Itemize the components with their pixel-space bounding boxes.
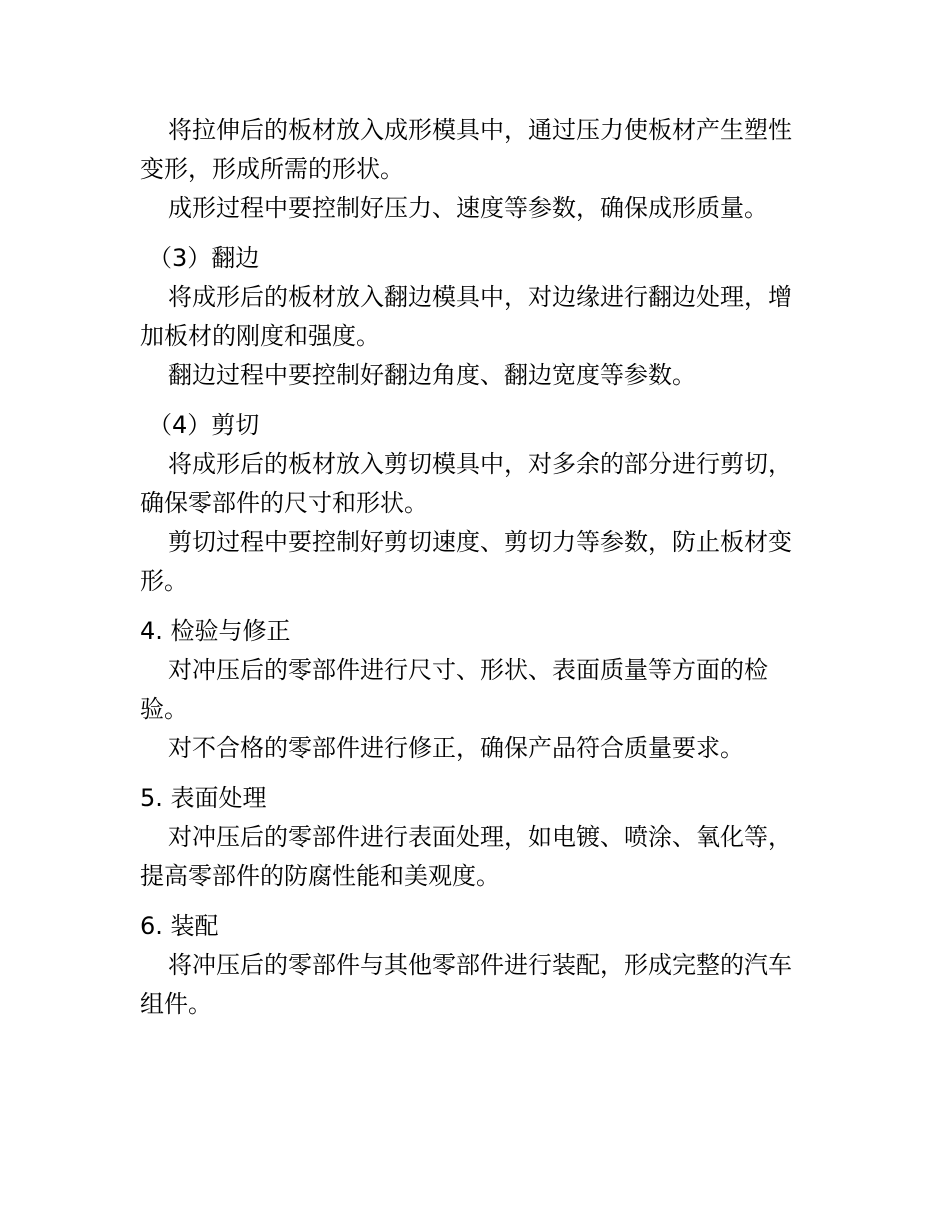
heading-assembly: 6. 装配 — [140, 912, 219, 940]
paragraph-forming-desc: 将拉伸后的板材放入成形模具中，通过压力使板材产生塑性变形，形成所需的形状。 — [140, 116, 792, 183]
paragraph-surface-treatment: 对冲压后的零部件进行表面处理，如电镀、喷涂、氧化等，提高零部件的防腐性能和美观度。 — [140, 823, 792, 890]
paragraph-inspection-desc: 对冲压后的零部件进行尺寸、形状、表面质量等方面的检验。 — [140, 656, 768, 723]
document-body — [140, 111, 805, 1024]
paragraph-shearing-desc: 将成形后的板材放入剪切模具中，对多余的部分进行剪切，确保零部件的尺寸和形状。 — [140, 450, 792, 517]
paragraph-forming-control: 成形过程中要控制好压力、速度等参数，确保成形质量。 — [168, 194, 768, 222]
paragraph-assembly: 将冲压后的零部件与其他零部件进行装配，形成完整的汽车组件。 — [140, 951, 792, 1018]
subheading-shearing: （4）剪切 — [148, 411, 260, 439]
heading-surface-treatment: 5. 表面处理 — [140, 784, 267, 812]
subheading-flanging: （3）翻边 — [148, 244, 260, 272]
paragraph-shearing-control: 剪切过程中要控制好剪切速度、剪切力等参数，防止板材变形。 — [140, 528, 792, 595]
paragraph-flanging-control: 翻边过程中要控制好翻边角度、翻边宽度等参数。 — [168, 361, 696, 389]
paragraph-flanging-desc: 将成形后的板材放入翻边模具中，对边缘进行翻边处理，增加板材的刚度和强度。 — [140, 283, 792, 350]
paragraph-inspection-fix: 对不合格的零部件进行修正，确保产品符合质量要求。 — [168, 734, 744, 762]
heading-inspection: 4. 检验与修正 — [140, 617, 291, 645]
